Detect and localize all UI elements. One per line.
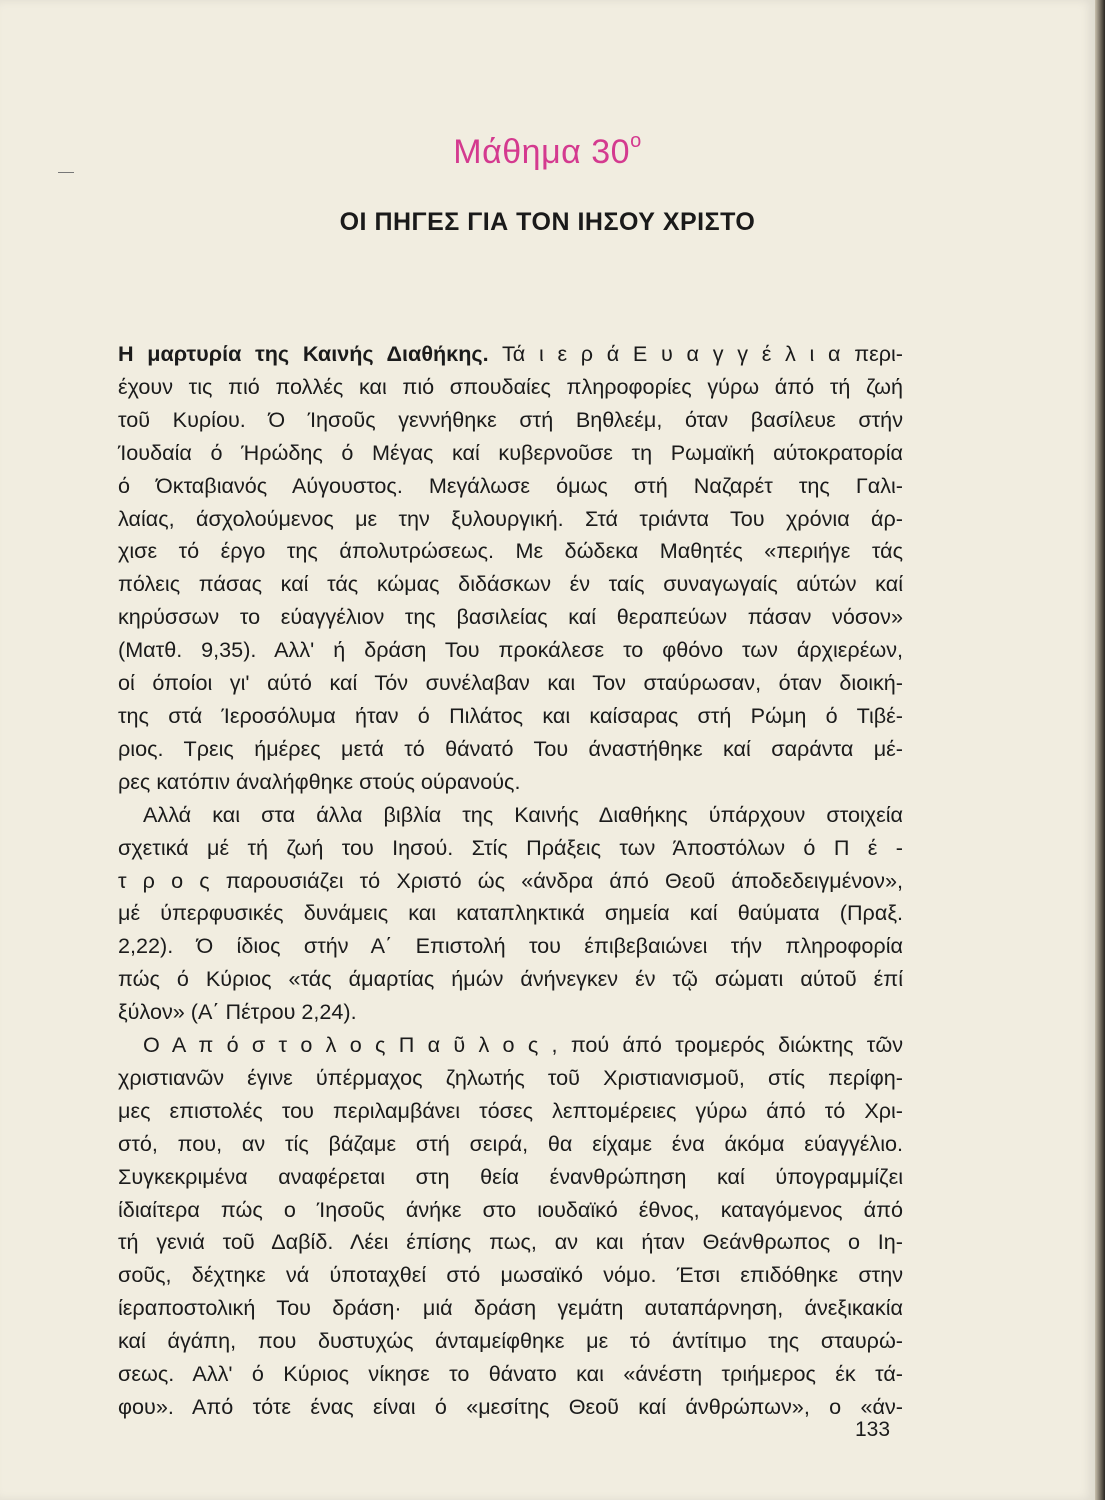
text-line: ίδιαίτερα πώς ο Ίησοῦς άνήκε στο ιουδαϊκό έθνος, καταγόμενος άπό [118, 1196, 903, 1222]
text-line: στό, που, αν τίς βάζαμε στή σειρά, θα είχαμε ένα άκόμα εύαγγέλιο. [118, 1130, 903, 1156]
section-heading: Η μαρτυρία της Καινής Διαθήκης. [118, 341, 489, 366]
text-line: τ ρ ο ς παρουσιάζει τό Χριστό ώς «άνδρα άπό Θεοῦ άποδεδειγμένον», [118, 867, 903, 893]
margin-dash [58, 172, 74, 173]
text-line: ρες κατόπιν άναλήφθηκε στούς ούρανούς. [118, 768, 521, 794]
text-line: πώς ό Κύριος «τάς άμαρτίας ήμών άνήνεγκεν έν τῷ σώματι αύτοῦ έπί [118, 966, 903, 992]
text-line: Ο Α π ό σ τ ο λ ο ς Π α ῦ λ ο ς , πού άπό τρομερός διώκτης τῶν [143, 1032, 903, 1058]
text-line: καί άγάπη, που δυστυχώς άνταμείφθηκε με τό άντίτιμο της σταυρώ- [118, 1328, 903, 1354]
text-line: μες επιστολές του περιλαμβάνει τόσες λεπτομέρειες γύρω άπό τό Χρι- [118, 1097, 903, 1123]
text-line: σοῦς, δέχτηκε νά ύποταχθεί στό μωσαϊκό νόμο. Έτσι επιδόθηκε στην [118, 1262, 903, 1288]
text-line: της στά Ίεροσόλυμα ήταν ό Πιλάτος και καίσαρας στή Ρώμη ό Τιβέ- [118, 702, 903, 728]
text-line: Αλλά και στα άλλα βιβλία της Καινής Διαθήκης ύπάρχουν στοιχεία [143, 801, 903, 827]
text-line: Η μαρτυρία της Καινής Διαθήκης. Τά ι ε ρ ά Ε υ α γ γ έ λ ι α περι- [118, 341, 903, 366]
text-line: τοῦ Κυρίου. Ό Ίησοῦς γεννήθηκε στή Βηθλεέμ, όταν βασίλευε στήν [118, 406, 903, 432]
text-line: οί όποίοι γι' αύτό καί Τόν συνέλαβαν και Τον σταύρωσαν, όταν διοική- [118, 670, 903, 696]
text-line: Συγκεκριμένα αναφέρεται στη θεία ένανθρώπηση καί ύπογραμμίζει [118, 1163, 903, 1189]
text-line: 2,22). Ό ίδιος στήν Α΄ Επιστολή του έπιβεβαιώνει τήν πληροφορία [118, 933, 903, 959]
chapter-heading: ΟΙ ΠΗΓΕΣ ΓΙΑ ΤΟΝ ΙΗΣΟΥ ΧΡΙΣΤΟ [339, 208, 756, 236]
body-text [118, 338, 903, 1424]
text-line: τή γενιά τοῦ Δαβίδ. Λέει έπίσης πως, αν και ήταν Θεάνθρωπος ο Ιη- [118, 1229, 903, 1255]
lesson-title [0, 130, 1095, 172]
page-number: 133 [855, 1418, 891, 1441]
lesson-title-text: Μάθημα 30 [453, 133, 631, 171]
text-line: ίεραποστολική Του δράση· μιά δράση γεμάτη αυταπάρνηση, άνεξικακία [118, 1295, 903, 1321]
text-line: Ίουδαία ό Ήρώδης ό Μέγας καί κυβερνοῦσε τη Ρωμαϊκή αύτοκρατορία [118, 439, 903, 465]
lesson-title-superscript: ο [630, 130, 642, 152]
text-line: φου». Από τότε ένας είναι ό «μεσίτης Θεοῦ καί άνθρώπων», ο «άν- [118, 1394, 903, 1419]
text-line: χισε τό έργο της άπολυτρώσεως. Με δώδεκα Μαθητές «περιήγε τάς [118, 538, 903, 564]
page-edge [1095, 0, 1105, 1500]
text-line: έχουν τις πιό πολλές και πιό σπουδαίες πληροφορίες γύρω άπό τή ζωή [118, 373, 903, 399]
text-line: κηρύσσων το εύαγγέλιον της βασιλείας καί θεραπεύων πάσαν νόσον» [118, 604, 903, 630]
text-line: ριος. Τρεις ήμέρες μετά τό θάνατό Του άναστήθηκε καί σαράντα μέ- [118, 735, 903, 761]
text-line: μέ ύπερφυσικές δυνάμεις και καταπληκτικά σημεία καί θαύματα (Πραξ. [118, 900, 903, 926]
text-line: πόλεις πάσας καί τάς κώμας διδάσκων έν ταίς συναγωγαίς αύτών καί [118, 571, 903, 597]
text-line: ξύλον» (Α΄ Πέτρου 2,24). [118, 999, 357, 1025]
text-line: σχετικά μέ τή ζωή του Ιησού. Στίς Πράξεις των Άποστόλων ό Π έ - [118, 834, 903, 860]
text-line: λαίας, άσχολούμενος με την ξυλουργική. Στά τριάντα Του χρόνια άρ- [118, 505, 903, 531]
text-line: σεως. Αλλ' ό Κύριος νίκησε το θάνατο και «άνέστη τριήμερος έκ τά- [118, 1361, 903, 1387]
text-line: ό Όκταβιανός Αύγουστος. Μεγάλωσε όμως στή Ναζαρέτ της Γαλι- [118, 472, 903, 498]
text-line: (Ματθ. 9,35). Αλλ' ή δράση Του προκάλεσε το φθόνο των άρχιερέων, [118, 637, 903, 663]
text-line: χριστιανῶν έγινε ύπέρμαχος ζηλωτής τοῦ Χριστιανισμοῦ, στίς περίφη- [118, 1064, 903, 1090]
